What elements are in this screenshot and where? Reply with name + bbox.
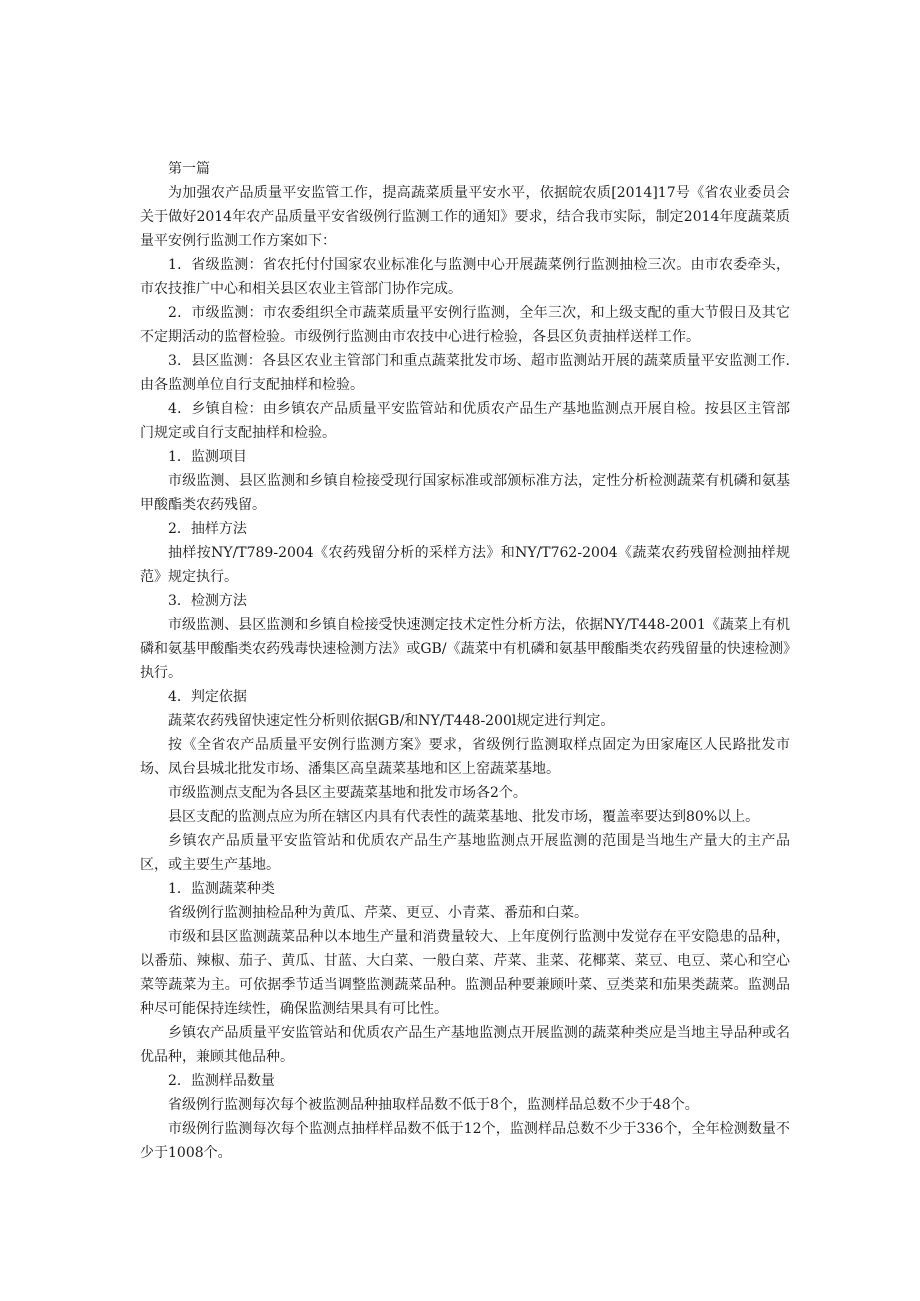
- subheading-sample-quantity: 2．监测样品数量: [168, 1073, 275, 1089]
- list-item-city-monitoring: 2．市级监测：市农委组织全市蔬菜质量平安例行监测，全年三次，和上级支配的重大节假日及其它不定期活动的监督检验。市级例行监测由市农技中心进行检验，各县区负责抽样送样工作。: [140, 305, 790, 345]
- list-item-township-selfcheck: 4．乡镇自检：由乡镇农产品质量平安监管站和优质农产品生产基地监测点开展自检。按县区主管部门规定或自行支配抽样和检验。: [140, 401, 790, 441]
- paragraph-township-varieties: 乡镇农产品质量平安监管站和优质农产品生产基地监测点开展监测的蔬菜种类应是当地主导品种或名优品种，兼顾其他品种。: [140, 1025, 790, 1065]
- subheading-testing-method: 3．检测方法: [168, 593, 247, 609]
- list-item-provincial-monitoring: 1．省级监测：省农托付付国家农业标准化与监测中心开展蔬菜例行监测抽检三次。由市农委牵头，市农技推广中心和相关县区农业主管部门协作完成。: [140, 257, 790, 297]
- paragraph-provincial-varieties: 省级例行监测抽检品种为黄瓜、芹菜、更豆、小青菜、番茄和白菜。: [168, 905, 588, 921]
- paragraph-provincial-quantity: 省级例行监测每次每个被监测品种抽取样品数不低于8个，监测样品总数不少于48个。: [168, 1097, 699, 1113]
- document-body: [140, 157, 790, 1165]
- paragraph-city-county-varieties: 市级和县区监测蔬菜品种以本地生产量和消费量较大、上年度例行监测中发觉存在平安隐患的品种，以番茄、辣椒、茄子、黄瓜、甘蓝、大白菜、一般白菜、芹菜、韭菜、花椰菜、菜豆、电豆、菜心和空心菜等蔬菜为主。可依据季节适当调整监测蔬菜品种。监测品种要兼顾叶菜、豆类菜和茄果类蔬菜。监测品种尽可能保持连续性，确保监测结果具有可比性。: [140, 929, 790, 1017]
- paragraph-city-sites: 市级监测点支配为各县区主要蔬菜基地和批发市场各2个。: [168, 785, 527, 801]
- paragraph-monitoring-items: 市级监测、县区监测和乡镇自检接受现行国家标准或部颁标准方法，定性分析检测蔬菜有机磷和氨基甲酸酯类农药残留。: [140, 473, 790, 513]
- subheading-judgment-basis: 4．判定依据: [168, 689, 247, 705]
- intro-paragraph: 为加强农产品质量平安监管工作，提高蔬菜质量平安水平，依据皖农质[2014]17号《省农业委员会关于做好2014年农产品质量平安省级例行监测工作的通知》要求，结合我市实际，制定2014年度蔬菜质量平安例行监测工作方案如下：: [140, 185, 790, 249]
- paragraph-county-sites: 县区支配的监测点应为所在辖区内具有代表性的蔬菜基地、批发市场，覆盖率要达到80%以上。: [168, 809, 760, 825]
- paragraph-city-quantity: 市级例行监测每次每个监测点抽样样品数不低于12个，监测样品总数不少于336个，全年检测数量不少于1008个。: [140, 1121, 790, 1161]
- subheading-sampling-method: 2．抽样方法: [168, 521, 247, 537]
- list-item-county-monitoring: 3．县区监测：各县区农业主管部门和重点蔬菜批发市场、超市监测站开展的蔬菜质量平安监测工作.由各监测单位自行支配抽样和检验。: [140, 353, 790, 393]
- paragraph-testing-method: 市级监测、县区监测和乡镇自检接受快速测定技术定性分析方法，依据NY/T448-2001《蔬菜上有机磷和氨基甲酸酯类农药残毒快速检测方法》或GB/《蔬菜中有机磷和氨基甲酸酯类农药残留量的快速检测》执行。: [140, 617, 790, 681]
- paragraph-sampling-method: 抽样按NY/T789-2004《农药残留分析的采样方法》和NY/T762-2004《蔬菜农药残留检测抽样规范》规定执行。: [140, 545, 790, 585]
- paragraph-provincial-sites: 按《全省农产品质量平安例行监测方案》要求，省级例行监测取样点固定为田家庵区人民路批发市场、凤台县城北批发市场、潘集区高皇蔬菜基地和区上窑蔬菜基地。: [140, 737, 790, 777]
- paragraph-judgment-basis: 蔬菜农药残留快速定性分析则依据GB/和NY/T448-200l规定进行判定。: [168, 713, 615, 729]
- section-heading: 第一篇: [168, 161, 210, 177]
- paragraph-township-sites: 乡镇农产品质量平安监管站和优质农产品生产基地监测点开展监测的范围是当地生产量大的主产品区，或主要生产基地。: [140, 833, 790, 873]
- subheading-vegetable-types: 1．监测蔬菜种类: [168, 881, 275, 897]
- subheading-monitoring-items: 1．监测项目: [168, 449, 247, 465]
